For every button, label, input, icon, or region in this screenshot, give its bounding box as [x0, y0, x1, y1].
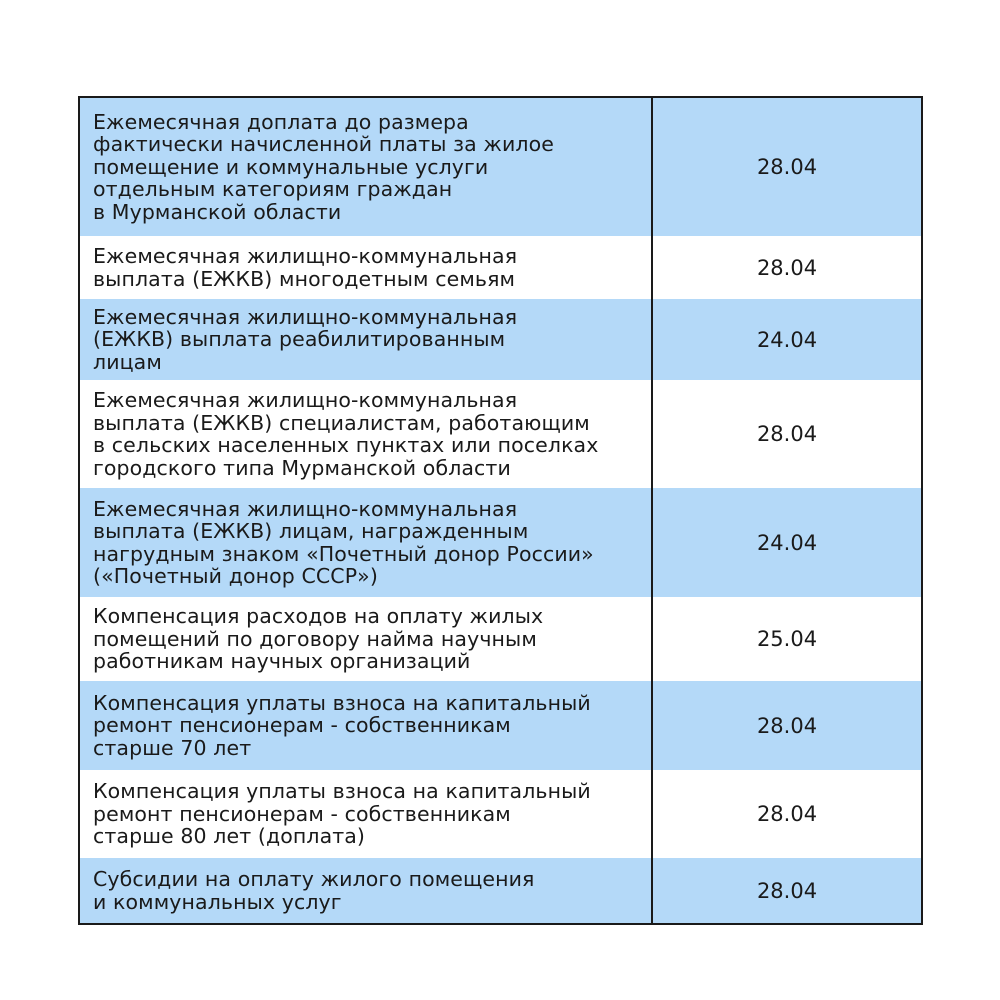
column-divider: [651, 98, 653, 923]
table-row: [80, 236, 921, 299]
payment-name-cell: Ежемесячная жилищно-коммунальная выплата (ЕЖКВ) лицам, награжденным нагрудным знаком «Почетный донор России» («Почетный донор СССР»): [93, 496, 594, 588]
table-row: [80, 299, 921, 380]
payment-name-cell: Ежемесячная жилищно-коммунальная выплата (ЕЖКВ) специалистам, работающим в сельских населенных пунктах или поселках городского типа Мурманской области: [93, 388, 599, 480]
payment-date-cell: 24.04: [756, 530, 818, 555]
table-body: [80, 98, 921, 923]
payment-date-cell: 28.04: [756, 802, 818, 826]
table-row: [80, 98, 921, 236]
table-row: [80, 770, 921, 858]
payment-name-cell: Компенсация уплаты взноса на капитальный ремонт пенсионерам - собственникам старше 70 лет: [93, 690, 591, 760]
table-row: [80, 858, 921, 923]
payment-name-cell: Субсидии на оплату жилого помещения и коммунальных услуг: [93, 867, 535, 914]
payment-name-cell: Компенсация уплаты взноса на капитальный ремонт пенсионерам - собственникам старше 80 лет (доплата): [93, 779, 591, 849]
payment-name-cell: Компенсация расходов на оплату жилых помещений по договору найма научным работникам научных организаций: [93, 604, 544, 674]
payment-date-cell: 28.04: [756, 155, 818, 179]
payment-name-cell: Ежемесячная доплата до размера фактически начисленной платы за жилое помещение и коммунальные услуги отдельным категориям граждан в Мурманской области: [93, 109, 554, 224]
payment-date-cell: 28.04: [756, 255, 818, 280]
table-row: [80, 380, 921, 488]
payment-date-cell: 25.04: [756, 627, 818, 651]
payments-table: [78, 96, 923, 925]
payment-date-cell: 28.04: [756, 422, 818, 446]
payment-name-cell: Ежемесячная жилищно-коммунальная выплата (ЕЖКВ) многодетным семьям: [93, 244, 518, 291]
table-row: [80, 681, 921, 770]
table-row: [80, 597, 921, 681]
table-row: [80, 488, 921, 597]
payment-name-cell: Ежемесячная жилищно-коммунальная (ЕЖКВ) выплата реабилитированным лицам: [93, 304, 518, 374]
payment-date-cell: 28.04: [756, 713, 818, 738]
payment-date-cell: 24.04: [756, 327, 818, 352]
payment-date-cell: 28.04: [756, 878, 818, 903]
